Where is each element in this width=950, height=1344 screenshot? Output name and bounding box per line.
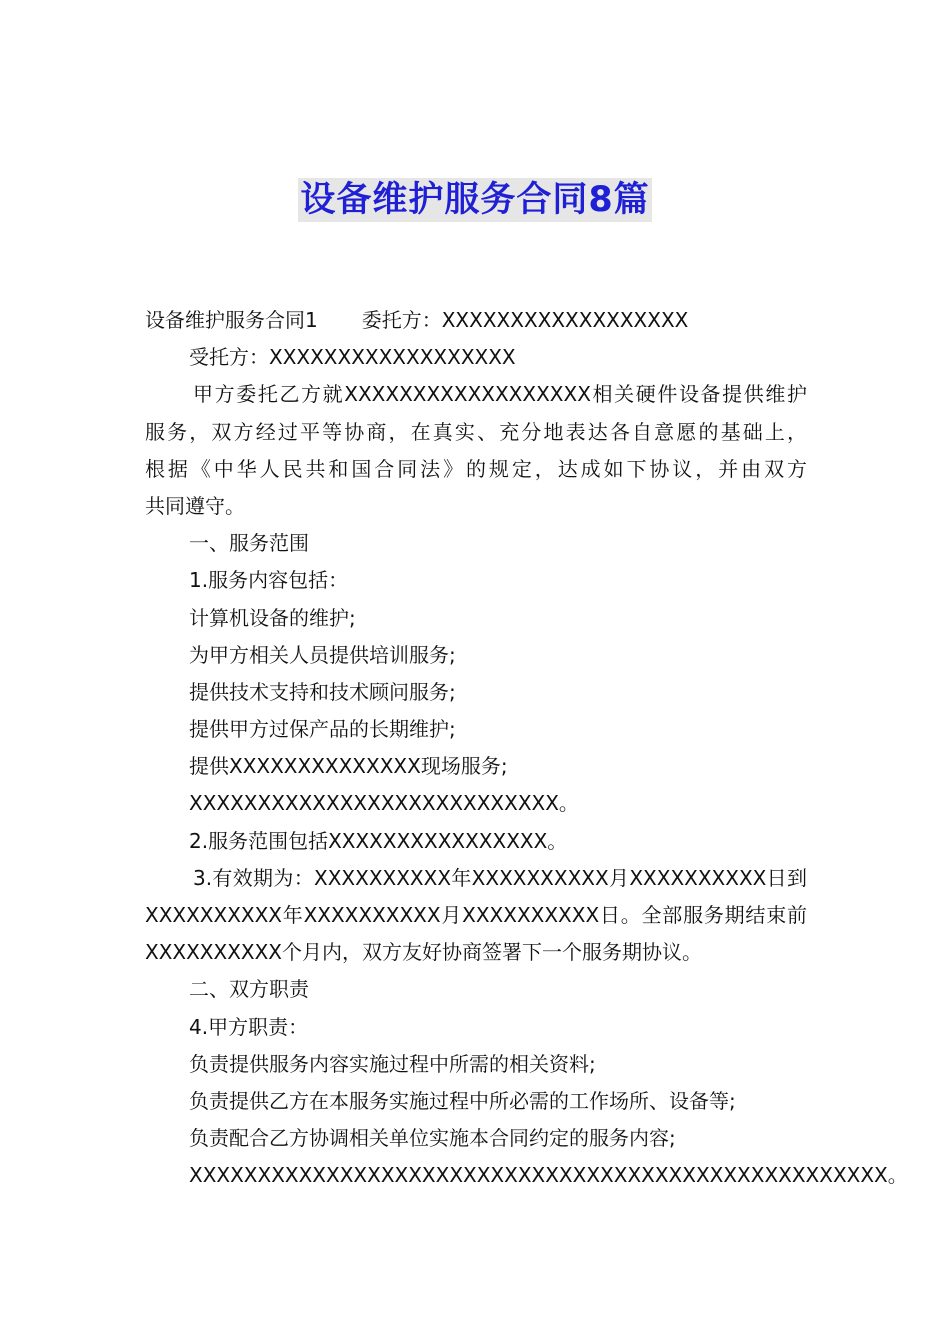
- body-line: XXXXXXXXXX个月内，双方友好协商签署下一个服务期协议。: [145, 940, 703, 965]
- body-line: 3.有效期为：XXXXXXXXXX年XXXXXXXXXX月XXXXXXXXXX日到: [193, 865, 807, 890]
- body-line: XXXXXXXXXXXXXXXXXXXXXXXXXXXXXXXXXXXXXXXXXXXXXXXXXXX。: [189, 1163, 908, 1188]
- section-heading: 设备维护服务合同1: [145, 308, 318, 332]
- body-line: 计算机设备的维护;: [189, 605, 356, 630]
- body-line: 二、双方职责: [189, 977, 309, 1002]
- body-line: 负责提供乙方在本服务实施过程中所必需的工作场所、设备等;: [189, 1088, 736, 1113]
- body-line: 2.服务范围包括XXXXXXXXXXXXXXXX。: [189, 828, 568, 853]
- body-line: [145, 302, 807, 339]
- body-line: 根据《中华人民共和国合同法》的规定，达成如下协议，并由双方: [145, 456, 807, 481]
- body-line: XXXXXXXXXXXXXXXXXXXXXXXXXXX。: [189, 791, 579, 816]
- client-line: 委托方：XXXXXXXXXXXXXXXXXX: [361, 308, 689, 332]
- body-line: 4.甲方职责：: [189, 1014, 309, 1039]
- body-line: XXXXXXXXXX年XXXXXXXXXX月XXXXXXXXXX日。全部服务期结束前: [145, 903, 807, 927]
- body-line: 提供XXXXXXXXXXXXXX现场服务;: [189, 754, 508, 779]
- body-line: 负责配合乙方协调相关单位实施本合同约定的服务内容;: [189, 1126, 676, 1151]
- document-title: 设备维护服务合同8篇: [300, 180, 650, 220]
- body-line: 受托方：XXXXXXXXXXXXXXXXXX: [189, 345, 516, 370]
- body-line: 一、服务范围: [189, 531, 309, 556]
- body-line: 提供甲方过保产品的长期维护;: [189, 717, 456, 742]
- title-container: [0, 178, 950, 222]
- body-line: 共同遵守。: [145, 493, 245, 518]
- body-line: 为甲方相关人员提供培训服务;: [189, 642, 456, 667]
- body-line: 负责提供服务内容实施过程中所需的相关资料;: [189, 1051, 596, 1076]
- body-line: 服务，双方经过平等协商，在真实、充分地表达各自意愿的基础上，: [145, 419, 807, 444]
- body-line: 1.服务内容包括：: [189, 568, 349, 593]
- body-line: 甲方委托乙方就XXXXXXXXXXXXXXXXXX相关硬件设备提供维护: [193, 382, 807, 407]
- body-line: 提供技术支持和技术顾问服务;: [189, 679, 456, 704]
- document-body: [145, 302, 908, 1195]
